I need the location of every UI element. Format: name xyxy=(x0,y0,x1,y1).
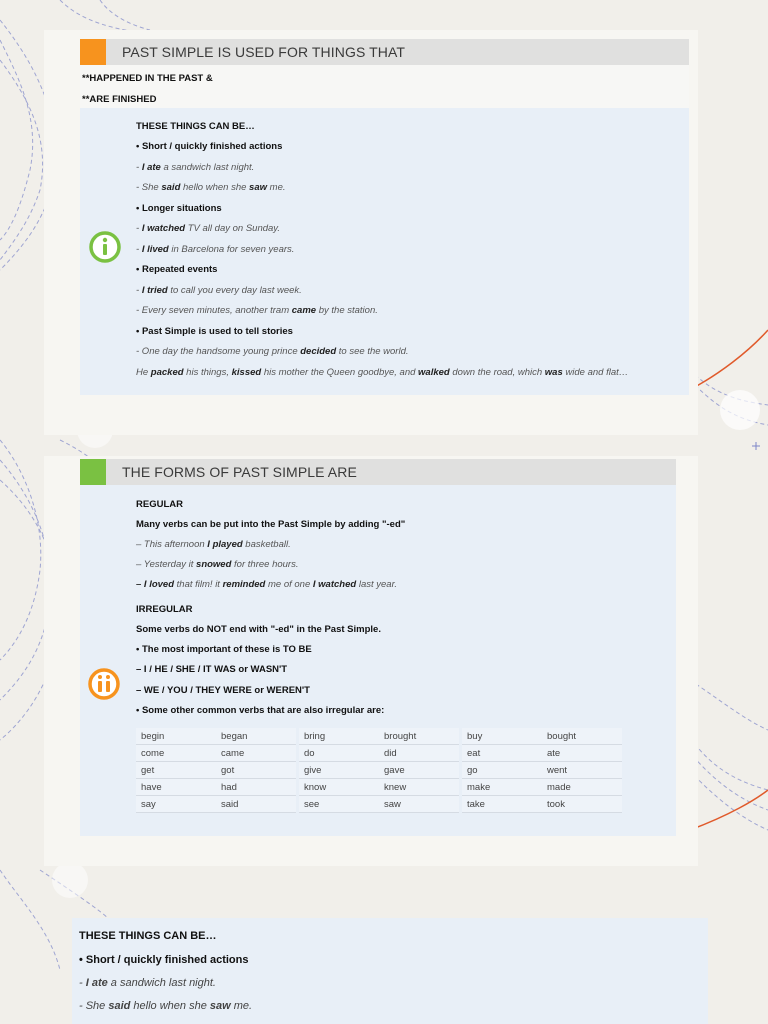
irregular-description: Some verbs do NOT end with "-ed" in the Past Simple. xyxy=(136,624,381,635)
uses-panel xyxy=(80,108,689,395)
section-title: PAST SIMPLE IS USED FOR THINGS THAT xyxy=(122,44,406,60)
table-cell: know xyxy=(299,779,379,796)
uses-heading: THESE THINGS CAN BE… xyxy=(136,121,255,132)
table-row xyxy=(136,796,622,813)
table-cell: did xyxy=(379,745,459,762)
past-simple-uses-card xyxy=(80,39,689,395)
table-cell: take xyxy=(462,796,542,813)
uses-heading: THESE THINGS CAN BE… xyxy=(79,930,217,942)
table-cell: eat xyxy=(462,745,542,762)
example-line: - I tried to call you every day last week. xyxy=(136,285,302,296)
table-cell: brought xyxy=(379,728,459,745)
irregular-verbs-table xyxy=(136,728,622,813)
table-row xyxy=(136,728,622,745)
were-line: – WE / YOU / THEY WERE or WEREN'T xyxy=(136,685,310,696)
table-cell: took xyxy=(542,796,622,813)
table-cell: go xyxy=(462,762,542,779)
table-row xyxy=(136,745,622,762)
forms-panel xyxy=(80,485,676,836)
section-header xyxy=(80,459,676,485)
bullet-other-verbs: • Some other common verbs that are also irregular are: xyxy=(136,705,385,716)
table-cell: made xyxy=(542,779,622,796)
table-cell: see xyxy=(299,796,379,813)
example-line: - Every seven minutes, another tram came by the station. xyxy=(136,305,378,316)
example-line: - I ate a sandwich last night. xyxy=(79,977,216,989)
info-circle-icon xyxy=(88,230,122,264)
example-line: - I lived in Barcelona for seven years. xyxy=(136,244,295,255)
table-cell: saw xyxy=(379,796,459,813)
table-cell: give xyxy=(299,762,379,779)
pre-line-finished: **ARE FINISHED xyxy=(82,94,157,105)
pre-line-happened: **HAPPENED IN THE PAST & xyxy=(82,73,213,84)
table-cell: do xyxy=(299,745,379,762)
example-line: - She said hello when she saw me. xyxy=(136,182,286,193)
example-line: - She said hello when she saw me. xyxy=(79,1000,253,1012)
uses-panel-repeat xyxy=(72,918,708,1024)
irregular-heading: IRREGULAR xyxy=(136,604,193,615)
table-row xyxy=(136,779,622,796)
example-line: – Yesterday it snowed for three hours. xyxy=(136,559,299,570)
table-cell: ate xyxy=(542,745,622,762)
bullet-short-actions: • Short / quickly finished actions xyxy=(136,141,283,152)
bullet-longer-situations: • Longer situations xyxy=(136,203,222,214)
example-line: – This afternoon I played basketball. xyxy=(136,539,291,550)
table-cell: bring xyxy=(299,728,379,745)
info-circle-icon xyxy=(87,667,121,701)
regular-description: Many verbs can be put into the Past Simple by adding "-ed" xyxy=(136,519,406,530)
table-cell: began xyxy=(216,728,296,745)
orange-accent-square xyxy=(80,39,106,65)
table-cell: got xyxy=(216,762,296,779)
table-cell: gave xyxy=(379,762,459,779)
bullet-repeated-events: • Repeated events xyxy=(136,264,218,275)
table-row xyxy=(136,762,622,779)
example-line: - I watched TV all day on Sunday. xyxy=(136,223,280,234)
bullet-to-be: • The most important of these is TO BE xyxy=(136,644,312,655)
table-cell: bought xyxy=(542,728,622,745)
was-line: – I / HE / SHE / IT WAS or WASN'T xyxy=(136,664,288,675)
bullet-short-actions: • Short / quickly finished actions xyxy=(79,954,249,966)
example-line: He packed his things, kissed his mother the Queen goodbye, and walked down the road, which was wide and flat… xyxy=(136,367,629,378)
table-cell: buy xyxy=(462,728,542,745)
table-cell: came xyxy=(216,745,296,762)
table-cell: knew xyxy=(379,779,459,796)
forms-card xyxy=(80,459,676,836)
bullet-tell-stories: • Past Simple is used to tell stories xyxy=(136,326,293,337)
table-cell: make xyxy=(462,779,542,796)
table-cell: went xyxy=(542,762,622,779)
table-cell: said xyxy=(216,796,296,813)
green-accent-square xyxy=(80,459,106,485)
example-line: - One day the handsome young prince decided to see the world. xyxy=(136,346,409,357)
regular-heading: REGULAR xyxy=(136,499,183,510)
example-line: - I ate a sandwich last night. xyxy=(136,162,255,173)
table-cell: begin xyxy=(136,728,216,745)
section-header xyxy=(80,39,689,65)
table-cell: get xyxy=(136,762,216,779)
table-cell: say xyxy=(136,796,216,813)
table-cell: have xyxy=(136,779,216,796)
table-cell: had xyxy=(216,779,296,796)
table-cell: come xyxy=(136,745,216,762)
section-title: THE FORMS OF PAST SIMPLE ARE xyxy=(122,464,357,480)
example-line: – I loved that film! it reminded me of one I watched last year. xyxy=(136,579,398,590)
